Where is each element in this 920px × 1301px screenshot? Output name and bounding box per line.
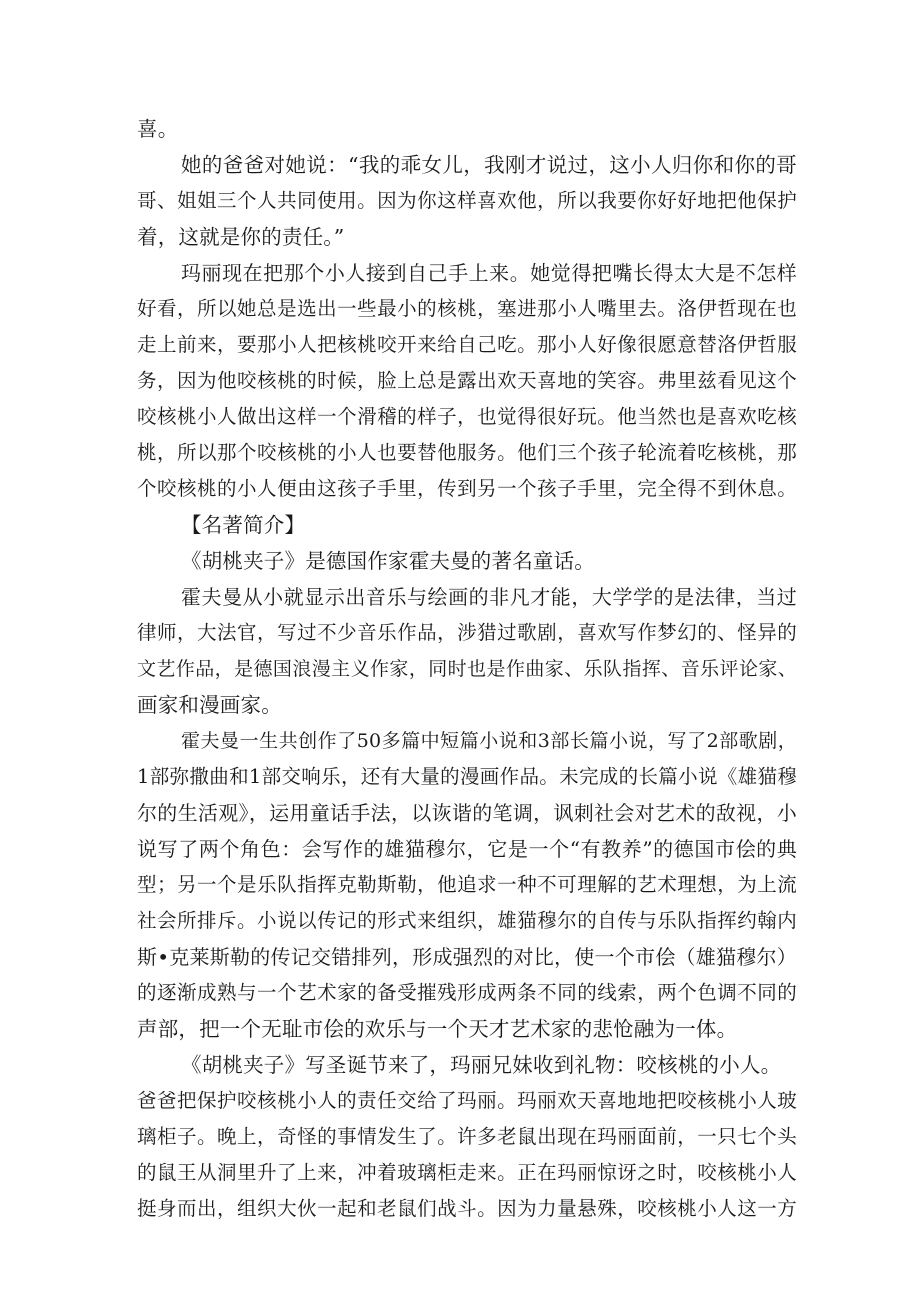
text-line: 《胡桃夹子》是德国作家霍夫曼的著名童话。: [181, 549, 595, 573]
text-line: 1部弥撒曲和1部交响乐，还有大量的漫画作品。未完成的长篇小说《雄猫穆: [137, 765, 797, 788]
text-line: 画家和漫画家。: [137, 693, 282, 717]
text-line: 斯•克莱斯勒的传记交错排列，形成强烈的对比，使一个市侩（雄猫穆尔）: [137, 945, 797, 969]
text-line: 《胡桃夹子》写圣诞节来了，玛丽兄妹收到礼物：咬核桃的小人。: [181, 1053, 782, 1077]
text-line: 社会所排斥。小说以传记的形式来组织，雄猫穆尔的自传与乐队指挥约翰内: [137, 909, 797, 932]
text-line: 律师，大法官，写过不少音乐作品，涉猎过歌剧，喜欢写作梦幻的、怪异的: [137, 621, 797, 644]
text-line: 务，因为他咬核桃的时候，脸上总是露出欢天喜地的笑容。弗里兹看见这个: [137, 369, 797, 392]
text-line: 喜。: [137, 117, 179, 141]
text-line: 霍夫曼一生共创作了50多篇中短篇小说和3部长篇小说，写了2部歌剧，: [181, 730, 797, 752]
text-line: 玛丽现在把那个小人接到自己手上来。她觉得把嘴长得太大是不怎样: [181, 261, 797, 285]
text-line: 尔的生活观》，运用童话手法，以诙谐的笔调，讽刺社会对艺术的敌视，小: [137, 801, 797, 825]
text-line: 好看，所以她总是选出一些最小的核桃，塞进那小人嘴里去。洛伊哲现在也: [137, 297, 797, 320]
text-line: 霍夫曼从小就显示出音乐与绘画的非凡才能，大学学的是法律，当过: [181, 585, 797, 609]
text-line: 文艺作品，是德国浪漫主义作家，同时也是作曲家、乐队指挥、音乐评论家、: [137, 658, 797, 680]
text-line: 爸爸把保护咬核桃小人的责任交给了玛丽。玛丽欢天喜地地把咬核桃小人玻: [137, 1089, 797, 1112]
text-line: 哥、姐姐三个人共同使用。因为你这样喜欢他，所以我要你好好地把他保护: [137, 189, 797, 212]
text-line: 说写了两个角色：会写作的雄猫穆尔，它是一个“有教养”的德国市侩的典: [137, 837, 797, 861]
text-line: 声部，把一个无耻市侩的欢乐与一个天才艺术家的悲怆融为一体。: [137, 1017, 738, 1041]
text-line: 的鼠王从洞里升了上来，冲着玻璃柜走来。正在玛丽惊讶之时，咬核桃小人: [137, 1161, 797, 1184]
text-line: 她的爸爸对她说：“我的乖女儿，我刚才说过，这小人归你和你的哥: [181, 153, 797, 177]
text-line: 挺身而出，组织大伙一起和老鼠们战斗。因为力量悬殊，咬核桃小人这一方: [137, 1197, 797, 1220]
text-line: 个咬核桃的小人便由这孩子手里，传到另一个孩子手里，完全得不到休息。: [137, 477, 797, 500]
text-line: 的逐渐成熟与一个艺术家的备受摧残形成两条不同的线索，两个色调不同的: [137, 981, 797, 1004]
text-line: 着，这就是你的责任。”: [137, 225, 345, 249]
text-line: 咬核桃小人做出这样一个滑稽的样子，也觉得很好玩。他当然也是喜欢吃核: [137, 405, 797, 428]
text-line: 璃柜子。晚上，奇怪的事情发生了。许多老鼠出现在玛丽面前，一只七个头: [137, 1125, 797, 1148]
text-line: 走上前来，要那小人把核桃咬开来给自己吃。那小人好像很愿意替洛伊哲服: [137, 333, 797, 356]
section-heading: 【名著简介】: [181, 513, 306, 537]
text-line: 型；另一个是乐队指挥克勒斯勒，他追求一种不可理解的艺术理想，为上流: [137, 873, 797, 896]
text-line: 桃，所以那个咬核桃的小人也要替他服务。他们三个孩子轮流着吃核桃，那: [137, 441, 797, 464]
